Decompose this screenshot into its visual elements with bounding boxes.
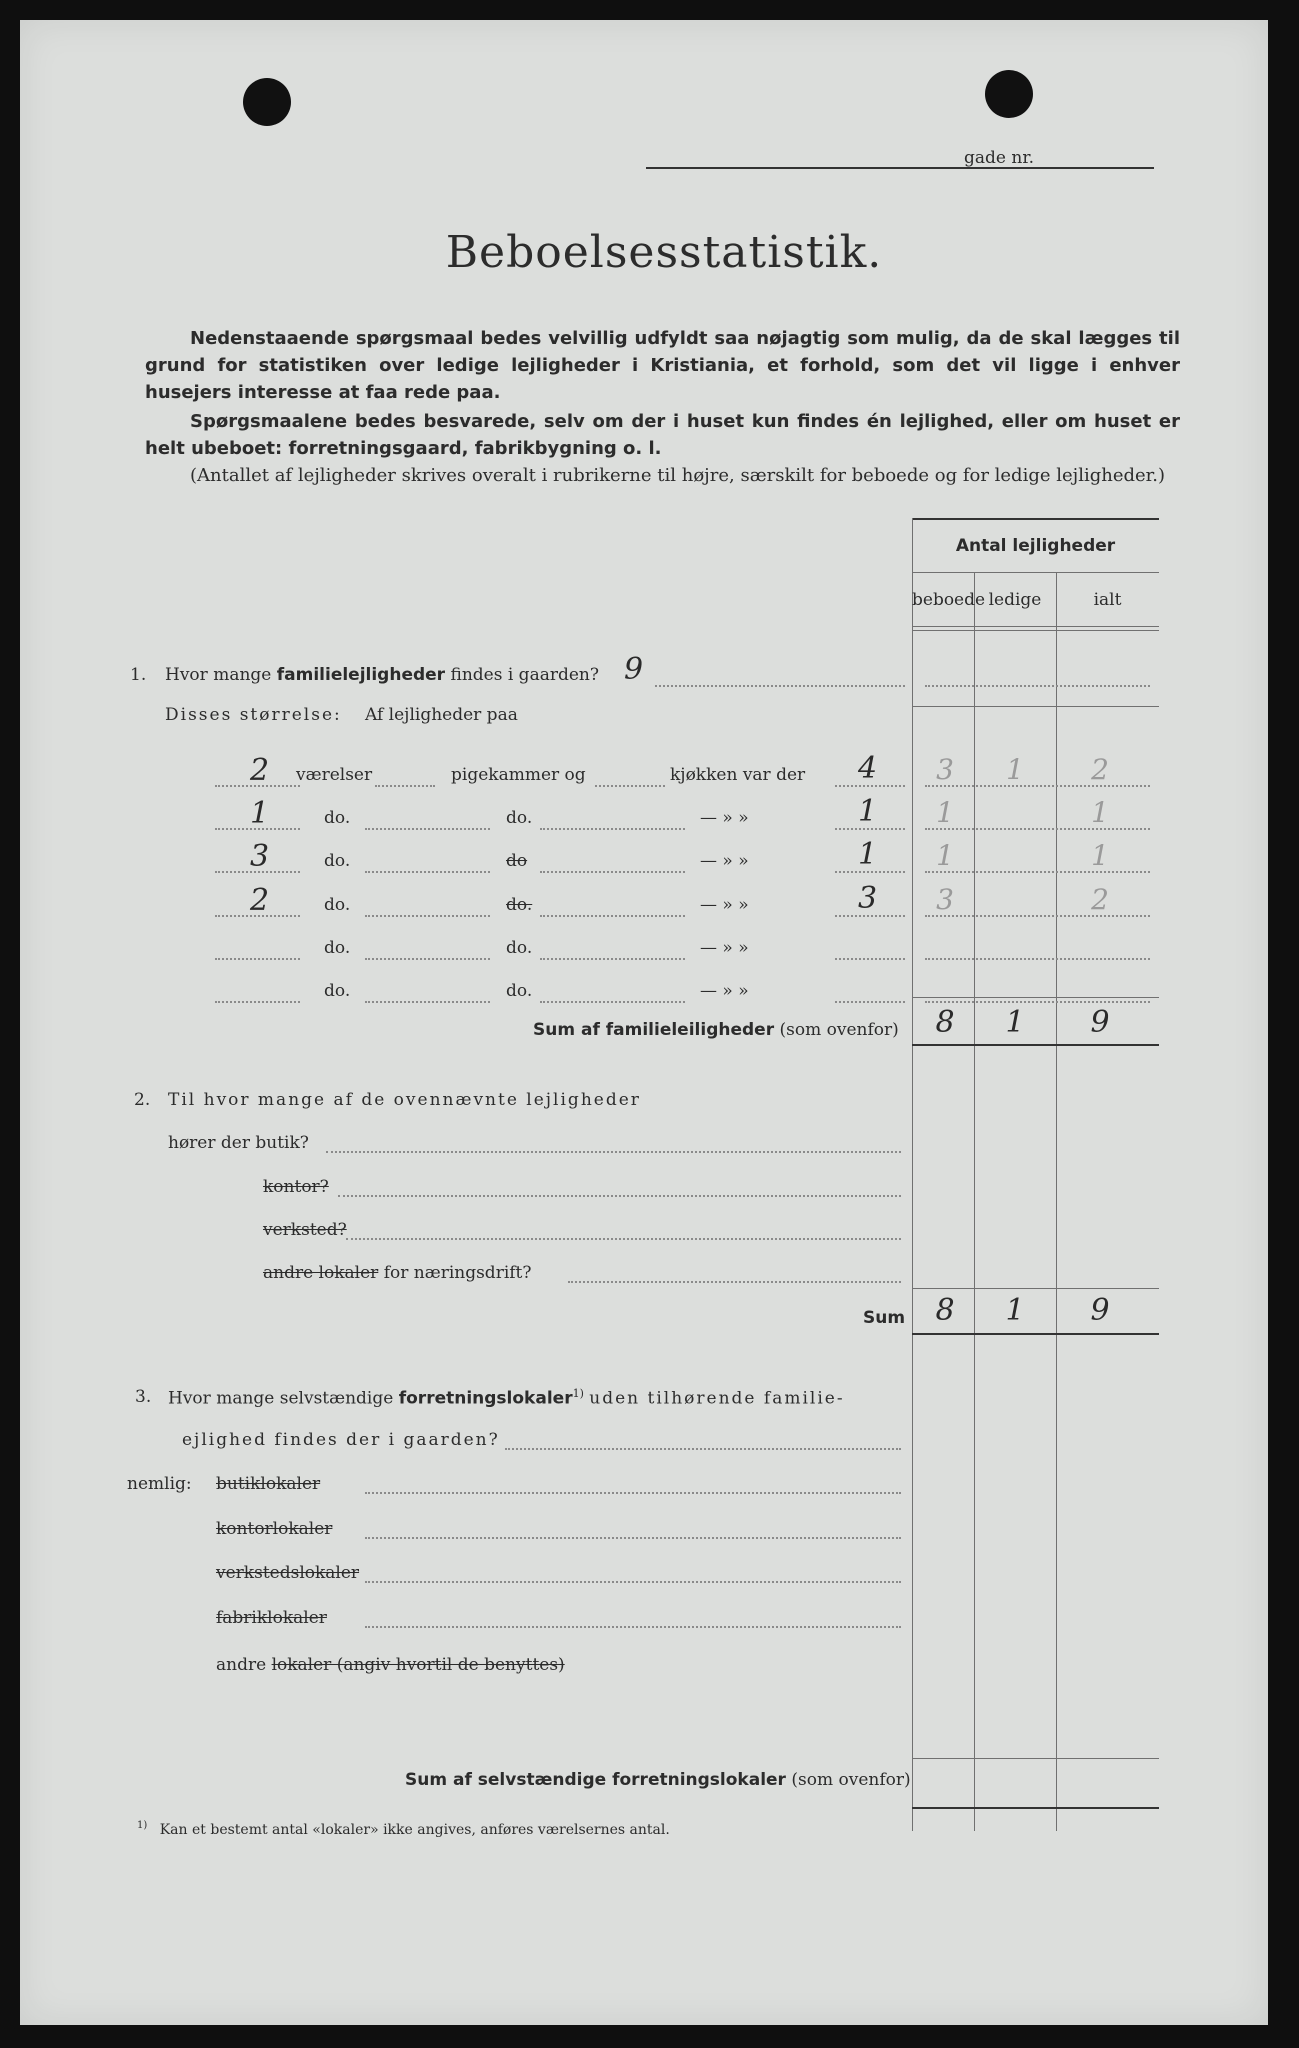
q1-row-ledige: 1 [1006, 753, 1024, 786]
q2-item-verksted: verksted? [263, 1220, 347, 1240]
q3-nemlig: nemlig: [127, 1474, 192, 1494]
q1-answer: 9 [624, 652, 644, 687]
q3-item: kontorlokaler [216, 1519, 333, 1539]
table-sum3-top [912, 1758, 1159, 1759]
column-beboede: beboede [912, 590, 986, 610]
table-left-border [912, 518, 913, 1831]
q1-text-pre: Hvor mange [165, 665, 272, 685]
q1-row-kitchen: — » » [700, 851, 749, 871]
q1-row-beboede: 1 [936, 839, 954, 872]
q1-row-kitchen: — » » [700, 808, 749, 828]
table-sum1-top [912, 997, 1159, 998]
q3-sum-label [405, 1770, 911, 1790]
footnote [137, 1820, 670, 1838]
table-columns-divider-2 [912, 630, 1159, 631]
q1-row-col-dots [925, 1001, 1150, 1003]
q1-row-rooms: do. [324, 981, 351, 1001]
q1-row-line-b [540, 871, 685, 873]
q3-footnote-mark: 1) [572, 1387, 584, 1400]
table-col-divider-1 [974, 572, 975, 1831]
q3-item-dots [365, 1626, 901, 1628]
q1-row-line-a [365, 958, 490, 960]
q1-row-kitchen: — » » [700, 895, 749, 915]
q1-row-beboede: 3 [936, 753, 954, 786]
q2-sum-beboede: 8 [935, 1293, 955, 1328]
q1-row-total: 1 [858, 837, 878, 872]
q1-row-rooms: do. [324, 808, 351, 828]
q1-row-beboede: 1 [936, 796, 954, 829]
q1-row-rooms: do. [324, 938, 351, 958]
column-ledige: ledige [988, 590, 1042, 610]
q3-question [168, 1387, 845, 1409]
q1-sub-label-2: Af lejligheder paa [365, 705, 518, 725]
q1-row-rooms: do. [324, 895, 351, 915]
q1-row-ialt: 1 [1091, 839, 1109, 872]
q2-item-kontor: kontor? [263, 1177, 329, 1197]
q1-sum-label-bold: Sum af familieleiligheder [533, 1020, 775, 1040]
q3-item-dots [365, 1492, 901, 1494]
q1-row-line-b [595, 785, 665, 787]
intro-paragraph-2: Spørgsmaalene bedes besvarede, selv om der i huset kun findes én lejlighed, eller om huset er helt ubeboet: forretningsgaard, fabrikbygning o. l. [145, 411, 1180, 459]
table-col-divider-2 [1056, 572, 1057, 1831]
q1-row-total: 1 [858, 794, 878, 829]
q3-sum-label-rest: (som ovenfor) [791, 1770, 911, 1790]
q2-dots-4 [568, 1281, 901, 1283]
q1-sum-beboede: 8 [935, 1005, 955, 1040]
table-columns-divider [912, 626, 1159, 627]
punch-hole-right [985, 70, 1033, 118]
intro-paragraph-3: (Antallet af lejligheder skrives overalt i rubrikerne til højre, særskilt for beboede og for ledige lejligheder.) [190, 465, 1166, 486]
q1-row-line-a [365, 915, 490, 917]
q1-sum-label-rest: (som ovenfor) [779, 1020, 899, 1040]
q1-text-post: findes i gaarden? [450, 665, 599, 685]
q2-line-1: Til hvor mange af de ovennævnte lejligheder [168, 1090, 641, 1110]
q3-item-other [216, 1655, 565, 1675]
table-sum2-bottom [912, 1333, 1159, 1335]
q3-text-pre: Hvor mange selvstændige [168, 1388, 394, 1409]
q1-row-rooms: værelser [296, 765, 373, 785]
table-header-divider [912, 572, 1159, 573]
q1-row-maidroom: do. [506, 808, 533, 828]
q1-row-count: 2 [250, 753, 270, 788]
punch-hole-left [243, 78, 291, 126]
q1-sum-label [533, 1020, 899, 1040]
table-sum1-bottom [912, 1044, 1159, 1046]
q3-line-2: ejlighed findes der i gaarden? [182, 1430, 500, 1450]
table-header: Antal lejligheder [955, 536, 1116, 556]
q3-item-other-b: lokaler (angiv hvortil de benyttes) [271, 1655, 565, 1675]
q1-row-kitchen: — » » [700, 938, 749, 958]
form-page [20, 20, 1268, 2025]
q1-question [165, 665, 599, 685]
q3-dots-line2 [505, 1448, 901, 1450]
q1-number: 1. [130, 665, 147, 685]
q1-row-ialt: 2 [1091, 753, 1109, 786]
q3-sum-label-bold: Sum af selvstændige forretningslokaler [405, 1770, 786, 1790]
q1-sub-label: Disses størrelse: [165, 705, 342, 725]
q2-item-other [263, 1263, 532, 1283]
footnote-text: Kan et bestemt antal «lokaler» ikke angives, anføres værelsernes antal. [159, 1821, 670, 1838]
table-q1-divider [912, 706, 1159, 707]
q2-dots-3 [346, 1238, 901, 1240]
q3-number: 3. [135, 1387, 152, 1407]
q2-number: 2. [134, 1090, 151, 1110]
q1-text-bold: familielejligheder [276, 665, 446, 685]
table-top-border [912, 518, 1159, 520]
q3-item: verkstedslokaler [216, 1563, 360, 1583]
q1-row-line-a [365, 871, 490, 873]
q1-row-line-b [540, 828, 685, 830]
q1-row-maidroom: pigekammer og [451, 765, 586, 785]
q2-dots-1 [326, 1151, 901, 1153]
q2-sum-label: Sum [863, 1308, 906, 1328]
street-line [646, 167, 1154, 169]
q1-row-total: 4 [858, 751, 878, 786]
q1-row-line-a [375, 785, 435, 787]
q1-sum-ialt: 9 [1090, 1005, 1110, 1040]
q3-item-dots [365, 1537, 901, 1539]
q1-row-line-c [835, 1001, 905, 1003]
street-label: gade nr. [964, 148, 1034, 168]
q1-row-line-c [835, 958, 905, 960]
q1-row-count: 1 [250, 796, 270, 831]
q1-row-maidroom: do. [506, 938, 533, 958]
page-title: Beboelsesstatistik. [445, 227, 883, 278]
q2-sum-ledige: 1 [1005, 1293, 1025, 1328]
q1-dot-leader [655, 685, 905, 687]
table-sum2-top [912, 1288, 1159, 1289]
q2-dots-2 [338, 1195, 901, 1197]
q1-sum-ledige: 1 [1005, 1005, 1025, 1040]
intro-paragraph-1: Nedenstaaende spørgsmaal bedes velvillig udfyldt saa nøjagtig som mulig, da de skal lægges til grund for statistiken over ledige lejligheder i Kristiania, et forhold, som det vil ligge i enhver husejers interesse at faa rede paa. [145, 328, 1180, 403]
q1-row-line-b [540, 1001, 685, 1003]
q1-row-beboede: 3 [936, 883, 954, 916]
column-ialt: ialt [1093, 590, 1122, 610]
q3-item-other-a: andre [216, 1655, 267, 1675]
table-sum3-bottom [912, 1807, 1159, 1809]
q1-row-line-b [540, 915, 685, 917]
q1-row-line-a [365, 1001, 490, 1003]
q1-row-count-line [215, 1001, 300, 1003]
q1-row-maidroom: do. [506, 981, 533, 1001]
q1-col-dots-a [925, 685, 1150, 687]
q1-row-count-line [215, 958, 300, 960]
footnote-mark: 1) [137, 1820, 148, 1831]
q2-item-other-rest: for næringsdrift? [383, 1263, 532, 1283]
q2-item-other-strike: andre lokaler [263, 1263, 379, 1283]
q2-sum-ialt: 9 [1090, 1293, 1110, 1328]
q1-row-count: 2 [250, 883, 270, 918]
q1-row-count: 3 [250, 839, 270, 874]
q3-item-dots [365, 1581, 901, 1583]
q1-row-ialt: 2 [1091, 883, 1109, 916]
q1-row-maidroom: do. [506, 895, 533, 915]
q1-row-total: 3 [858, 881, 878, 916]
q1-row-kitchen: kjøkken var der [670, 765, 806, 785]
q2-line-2: hører der butik? [168, 1133, 309, 1153]
q1-row-line-a [365, 828, 490, 830]
q3-item: fabriklokaler [216, 1608, 327, 1628]
q1-row-ialt: 1 [1091, 796, 1109, 829]
q3-text-bold: forretningslokaler [398, 1388, 573, 1409]
q1-row-col-dots [925, 958, 1150, 960]
q3-text-post: uden tilhørende familie- [589, 1388, 845, 1409]
q1-row-maidroom: do [506, 851, 528, 871]
q1-row-line-b [540, 958, 685, 960]
q1-row-kitchen: — » » [700, 981, 749, 1001]
q3-item: butiklokaler [216, 1474, 321, 1494]
q1-row-rooms: do. [324, 851, 351, 871]
